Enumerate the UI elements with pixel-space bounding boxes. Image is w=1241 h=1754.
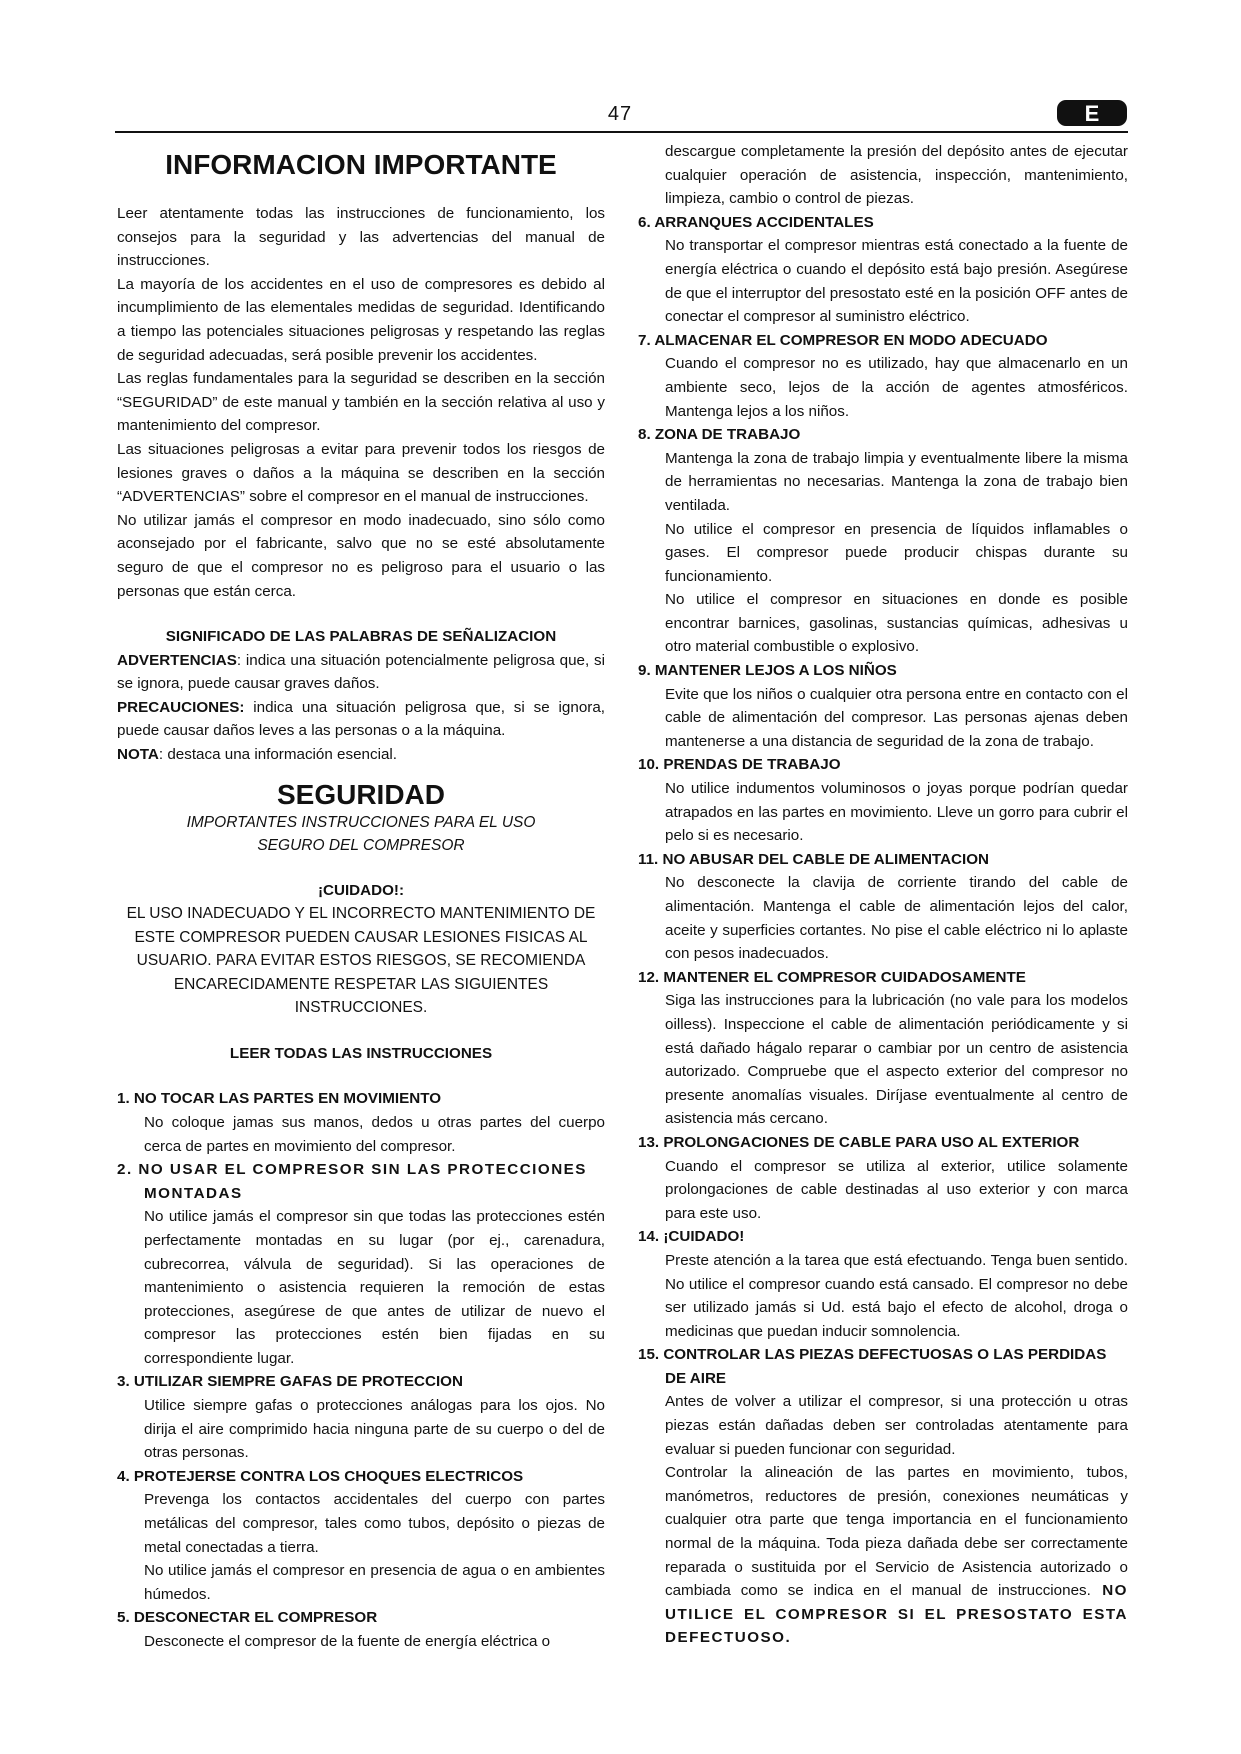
rule-text: Mantenga la zona de trabajo limpia y eventualmente libere la misma de herramientas no necesarias. Mantenga la zona de trabajo bien ventilada. [665, 449, 1128, 514]
right-column [638, 140, 1128, 1650]
rule-heading: 2. NO USAR EL COMPRESOR SIN LAS PROTECCIONES MONTADAS [117, 1161, 587, 1202]
rule-text: Siga las instrucciones para la lubricación (no vale para los modelos oilless). Inspeccione el cable de alimentación periódicamente y si está dañado hágalo reparar o cambiar por un centro de asistencia autorizado. Compruebe que el aspecto exterior del compresor no presente anomalías visuales. Diríjase eventualmente al centro de asistencia más cercano. [665, 992, 1128, 1128]
caution-label: ¡CUIDADO!: [317, 881, 405, 899]
rule-heading: 3. UTILIZAR SIEMPRE GAFAS DE PROTECCION [117, 1373, 463, 1391]
safety-subtitle-line1: IMPORTANTES INSTRUCCIONES PARA EL USO [186, 813, 536, 831]
rule-final-text: Controlar la alineación de las partes en movimiento, tubos, manómetros, reductores de presión, conexiones neumáticas y cualquier otra parte que tenga importancia en el funcionamiento normal de la máquina. Toda pieza dañada debe ser correctamente reparada o sustituida por el Servicio de Asistencia autorizado o cambiada como se indica en el manual de instrucciones. [665, 1464, 1128, 1600]
rule-text: Cuando el compresor no es utilizado, hay que almacenarlo en un ambiente seco, lejos de la acción de agentes atmosféricos. Mantenga lejos a los niños. [665, 355, 1128, 420]
rule-heading: 9. MANTENER LEJOS A LOS NIÑOS [638, 662, 897, 680]
rule-text: No utilice el compresor en presencia de líquidos inflamables o gases. El compresor puede producir chispas durante su funcionamiento. [665, 520, 1128, 585]
rule-text: Desconecte el compresor de la fuente de energía eléctrica o [144, 1633, 551, 1650]
page-number: 47 [607, 103, 633, 125]
read-all-heading: LEER TODAS LAS INSTRUCCIONES [229, 1044, 493, 1062]
rule-text: Utilice siempre gafas o protecciones análogas para los ojos. No dirija el aire comprimido hacia ninguna parte de su cuerpo o del de otras personas. [144, 1397, 605, 1462]
rule-heading: 12. MANTENER EL COMPRESOR CUIDADOSAMENTE [638, 968, 1026, 986]
intro-paragraph: Las reglas fundamentales para la seguridad se describen en la sección “SEGURIDAD” de este manual y también en la sección relativa al uso y mantenimiento del compresor. [117, 370, 605, 435]
rule-heading: 15. CONTROLAR LAS PIEZAS DEFECTUOSAS O LAS PERDIDAS DE AIRE [638, 1346, 1107, 1387]
safety-subtitle-line2: SEGURO DEL COMPRESOR [257, 836, 465, 854]
rule-text: Prevenga los contactos accidentales del cuerpo con partes metálicas del compresor, tales como tubos, depósito o piezas de metal conectadas a tierra. [144, 1491, 605, 1556]
rule-heading: 1. NO TOCAR LAS PARTES EN MOVIMIENTO [117, 1090, 442, 1108]
signal-term: NOTA [117, 746, 159, 764]
rule-text: No transportar el compresor mientras está conectado a la fuente de energía eléctrica o cuando el depósito está bajo presión. Asegúrese de que el interruptor del presostato esté en la posición OFF antes de conectar el compresor al suministro eléctrico. [665, 237, 1128, 326]
intro-paragraph: Leer atentamente todas las instrucciones de funcionamiento, los consejos para la seguridad y las advertencias del manual de instrucciones. [117, 205, 605, 270]
rule-heading: 14. ¡CUIDADO! [638, 1228, 745, 1246]
rule-final-warning: NO UTILICE EL COMPRESOR SI EL PRESOSTATO ESTA DEFECTUOSO. [665, 1582, 1128, 1647]
rule-text-final [665, 1461, 1128, 1650]
rule-continuation: descargue completamente la presión del depósito antes de ejecutar cualquier operación de asistencia, inspección, mantenimiento, limpieza, cambio o control de piezas. [665, 143, 1128, 208]
rule-heading: 11. NO ABUSAR DEL CABLE DE ALIMENTACION [638, 850, 990, 868]
signal-advertencias [117, 649, 605, 696]
rule-text: Antes de volver a utilizar el compresor, si una protección u otras piezas están dañadas deben ser controladas atentamente para evaluar si pueden funcionar con seguridad. [665, 1393, 1128, 1458]
signal-nota [117, 743, 605, 767]
signal-precauciones [117, 696, 605, 743]
header-rule [115, 131, 1128, 133]
rule-text: No utilice jamás el compresor en presencia de agua o en ambientes húmedos. [144, 1562, 605, 1603]
rule-text: No desconecte la clavija de corriente tirando del cable de alimentación. Mantenga el cable de alimentación lejos del calor, aceite y superficies cortantes. No pise el cable eléctrico ni lo aplaste con pesos inadecuados. [665, 874, 1128, 963]
rule-heading: 4. PROTEJERSE CONTRA LOS CHOQUES ELECTRICOS [117, 1467, 524, 1485]
rule-text: No utilice el compresor en situaciones en donde es posible encontrar barnices, gasolinas, sustancias químicas, adhesivas u otro material combustible o explosivo. [665, 591, 1128, 656]
intro-paragraph: La mayoría de los accidentes en el uso de compresores es debido al incumplimiento de las elementales medidas de seguridad. Identificando a tiempo las potenciales situaciones peligrosas y respetando las reglas de seguridad adecuadas, será posible prevenir los accidentes. [117, 275, 605, 364]
rule-text: Preste atención a la tarea que está efectuando. Tenga buen sentido. No utilice el compresor cuando está cansado. El compresor no debe ser utilizado jamás si Ud. está bajo el efecto de alcohol, droga o medicinas que puedan inducir somnolencia. [665, 1251, 1128, 1340]
signal-term: PRECAUCIONES: [117, 698, 245, 716]
signal-text: : destaca una información esencial. [158, 746, 397, 764]
signal-text: indica una situación peligrosa que, si se ignora, puede causar daños leves a las personas o a la máquina. [117, 698, 605, 740]
intro-paragraph: No utilizar jamás el compresor en modo inadecuado, sino sólo como aconsejado por el fabricante, salvo que no se esté absolutamente seguro de que el compresor no es peligroso para el usuario o las personas que están cerca. [117, 511, 605, 600]
signals-heading: SIGNIFICADO DE LAS PALABRAS DE SEÑALIZACION [165, 628, 557, 646]
intro-paragraph: Las situaciones peligrosas a evitar para prevenir todos los riesgos de lesiones graves o daños a la máquina se describen en la sección “ADVERTENCIAS” sobre el compresor en el manual de instrucciones. [117, 440, 605, 506]
rule-heading: 8. ZONA DE TRABAJO [638, 426, 801, 444]
rule-heading: 7. ALMACENAR EL COMPRESOR EN MODO ADECUADO [638, 331, 1048, 349]
signal-text: : indica una situación potencialmente peligrosa que, si se ignora, puede causar graves daños. [117, 651, 605, 693]
signal-term: ADVERTENCIAS [117, 651, 237, 669]
language-badge: E [1057, 100, 1127, 126]
left-column [117, 140, 605, 1654]
rule-heading: 13. PROLONGACIONES DE CABLE PARA USO AL EXTERIOR [638, 1133, 1080, 1151]
rule-text: No utilice jamás el compresor sin que todas las protecciones estén perfectamente montadas en su lugar (por ej., carenadura, cubrecorrea, válvula de seguridad). Si las operaciones de mantenimiento o asistencia requieren la remoción de estas protecciones, asegúrese de que antes de utilizar de nuevo el compresor las protecciones estén bien fijadas en su correspondiente lugar. [144, 1208, 605, 1367]
rule-heading: 10. PRENDAS DE TRABAJO [638, 756, 841, 774]
rule-heading: 6. ARRANQUES ACCIDENTALES [638, 213, 874, 231]
rule-heading: 5. DESCONECTAR EL COMPRESOR [117, 1609, 378, 1627]
rule-text: No utilice indumentos voluminosos o joyas porque podrían quedar atrapados en las partes en movimiento. Lleve un gorro para cubrir el pelo si es necesario. [665, 780, 1128, 845]
rule-text: No coloque jamas sus manos, dedos u otras partes del cuerpo cerca de partes en movimiento del compresor. [144, 1113, 605, 1155]
safety-title: SEGURIDAD [276, 778, 445, 810]
rule-text: Evite que los niños o cualquier otra persona entre en contacto con el cable de alimentación del compresor. Las personas ajenas deben mantenerse a una distancia de seguridad de la zona de trabajo. [665, 685, 1128, 750]
intro-title: INFORMACION IMPORTANTE [165, 149, 557, 180]
rule-text: Cuando el compresor se utiliza al exterior, utilice solamente prolongaciones de cable destinadas al uso exterior y con marca para este uso. [665, 1157, 1128, 1222]
caution-text: EL USO INADECUADO Y EL INCORRECTO MANTENIMIENTO DE ESTE COMPRESOR PUEDEN CAUSAR LESIONES FISICAS AL USUARIO. PARA EVITAR ESTOS RIESGOS, SE RECOMIENDA ENCARECIDAMENTE RESPETAR LAS SIGUIENTES INSTRUCCIONES. [126, 905, 596, 1017]
